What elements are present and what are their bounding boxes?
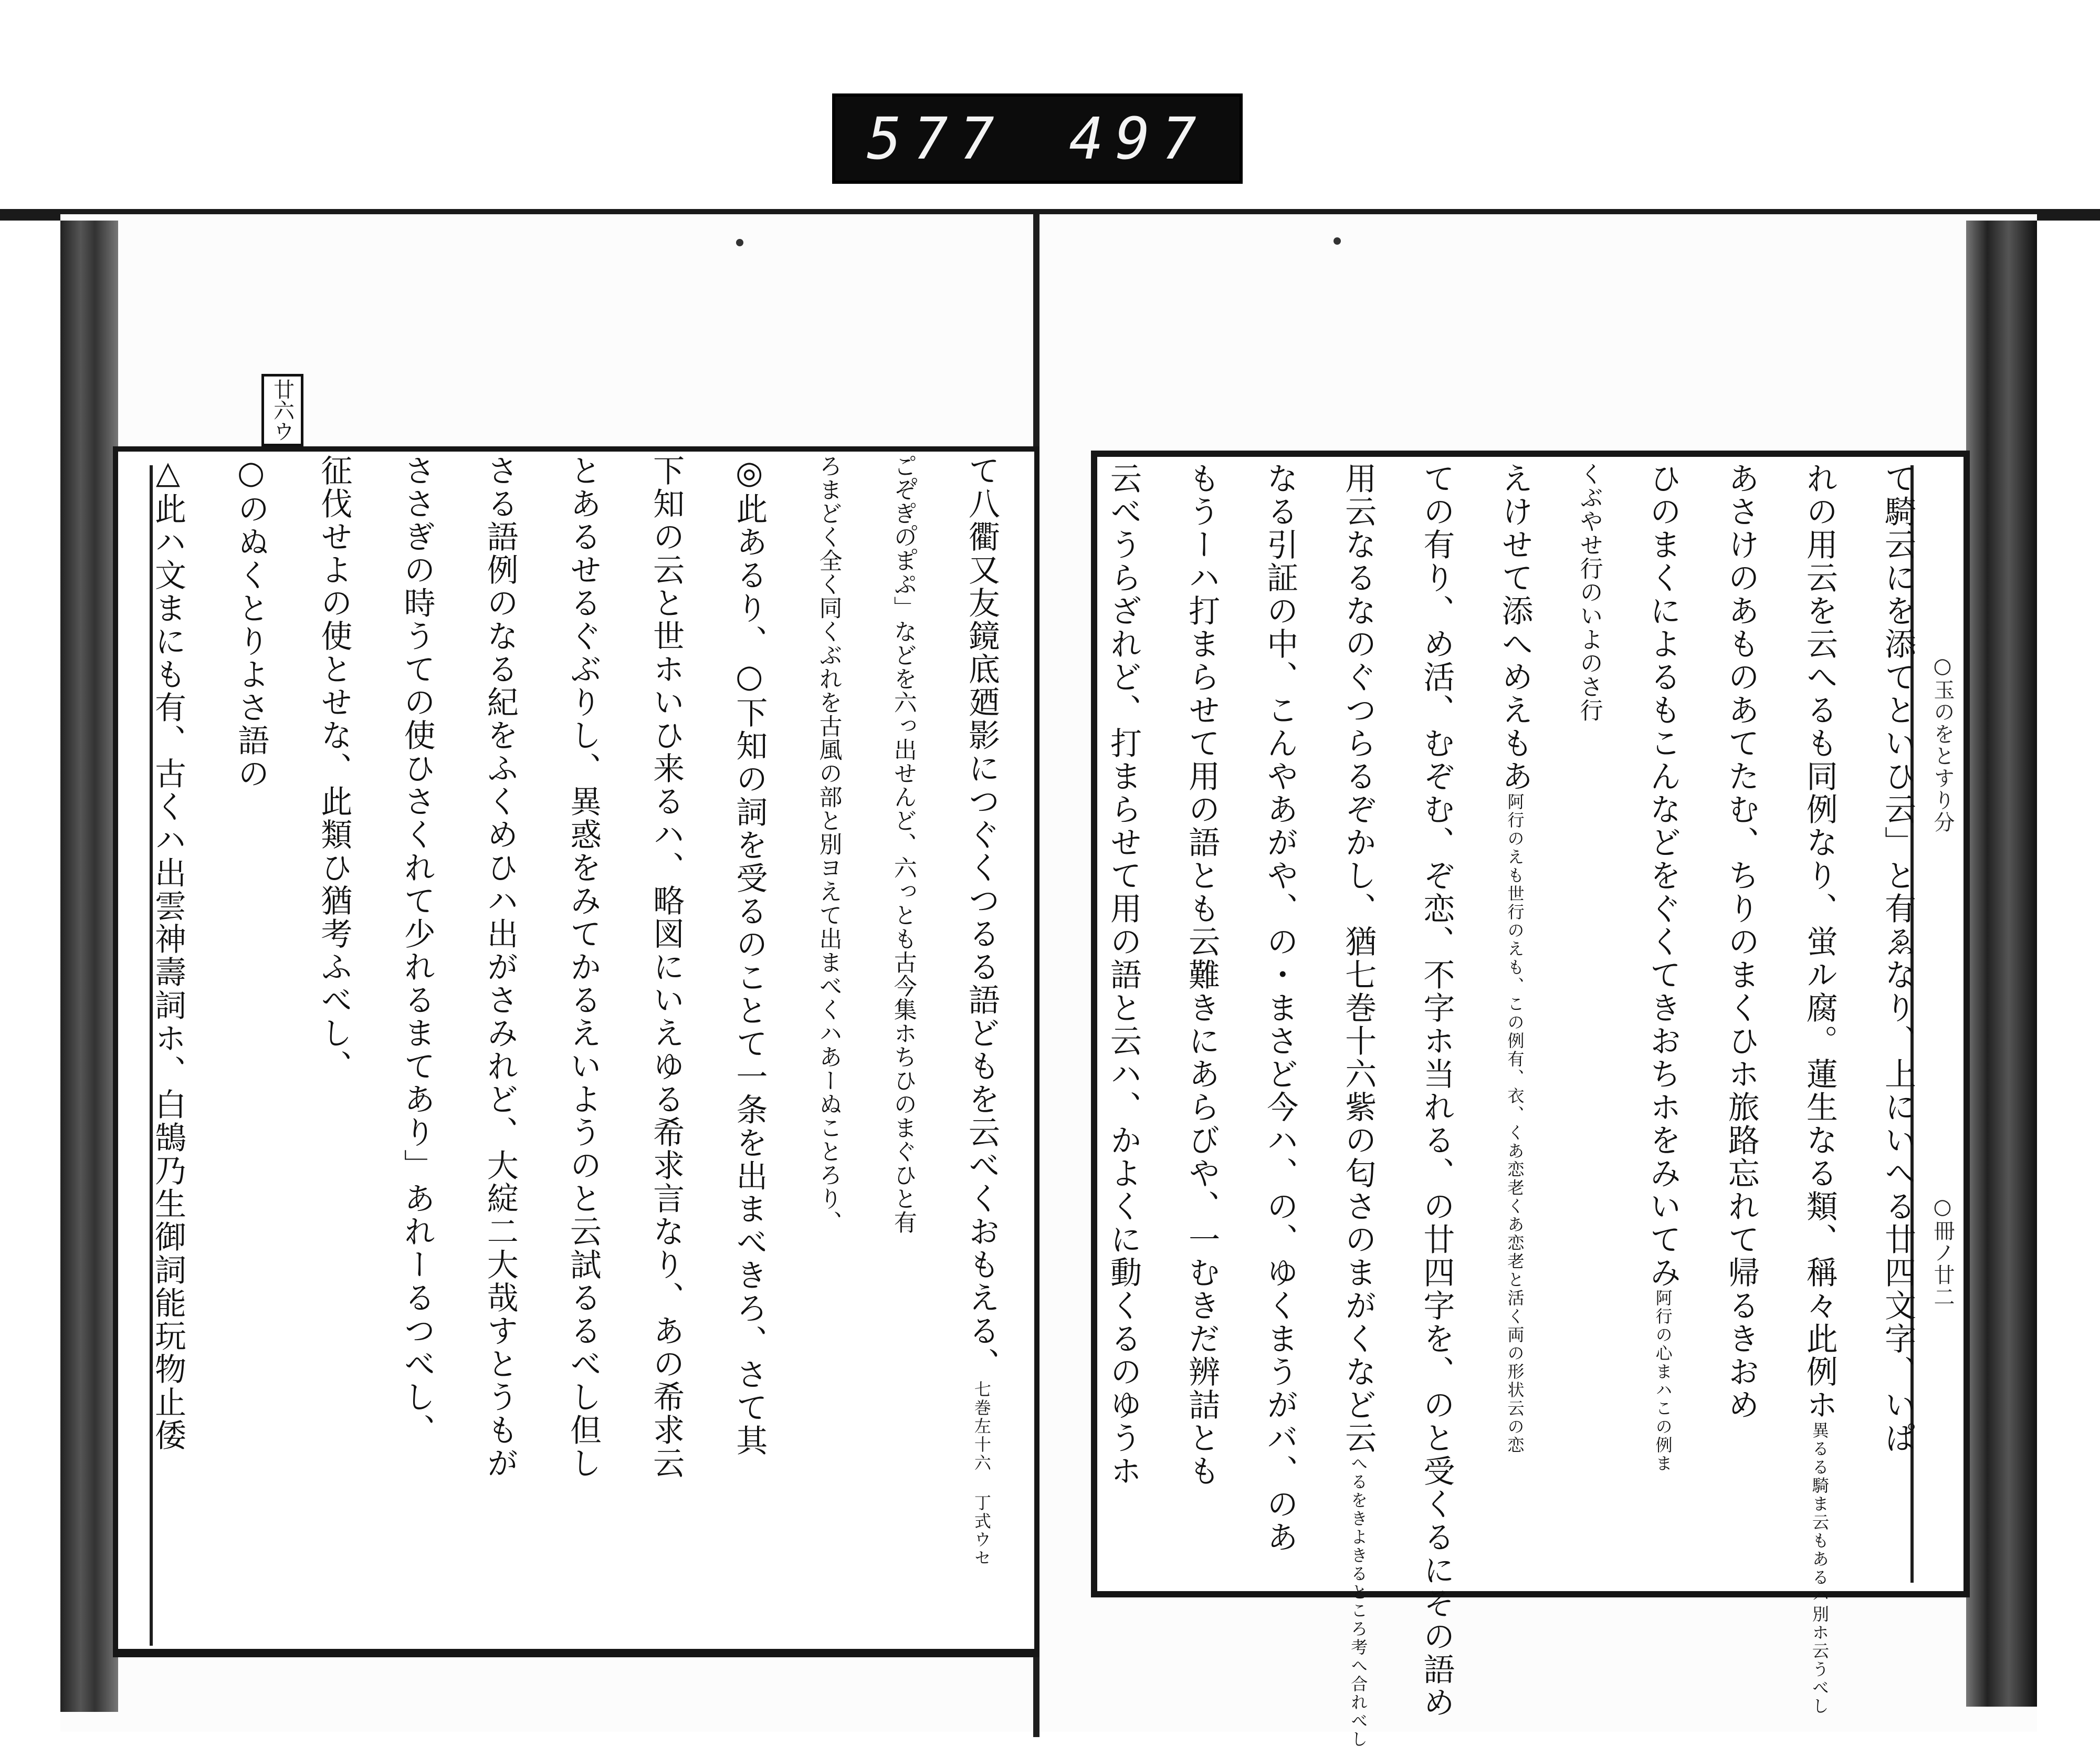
left-col-8-text: ささぎの時うての使ひさくれて少れるまてあり」あれーるつべし、 [398,454,436,1447]
left-col-6 [564,454,602,1609]
right-col-7-text: ての有り、め活、むぞむ、ぞ恋、不字ホ当れる、の廿四字を、のと受くるにその語め [1418,462,1455,1719]
right-col-10 [1183,462,1221,1570]
left-col-5 [648,454,685,1609]
left-col-10-text: ○のぬくとりよさ語の [233,454,270,790]
right-col-11 [1105,462,1142,1570]
right-col-2 [1801,462,1838,1716]
right-page-edges [1966,221,2037,1707]
left-col-11-text: △此ハ文まにも有、古くハ出雲神壽詞ホ、白鵠乃生御詞能玩物止倭 [150,454,186,1452]
call-number-part-2: 497 [1069,105,1208,172]
left-col-4 [731,454,768,1609]
right-col-6-note: 阿行のえも世行のえも、この例有、衣、くあ恋老くあ恋老と活く両の形状云の恋 [1505,793,1525,1455]
left-col-1 [963,454,1000,1609]
right-col-3-text: あさけのあものあてたむ、ちりのまくひホ旅路忘れて帰るきおめ [1723,462,1760,1421]
left-col-5-text: 下知の云と世ホいひ来るハ、略図にいえゆる希求言なり、あの希求云 [648,454,685,1480]
page-tag: 廿六ウ [261,374,303,446]
right-col-6-text: えけせて添へめえもあ [1496,462,1534,793]
left-col-8 [398,454,436,1609]
left-col-1-note: 七巻左十六 丁式ウセ [971,1381,992,1567]
right-col-7 [1418,462,1455,1719]
right-col-3 [1723,462,1760,1570]
right-col-8 [1340,462,1377,1749]
page-speck [1334,237,1341,245]
left-page-edges [60,221,118,1712]
left-col-1-text: て八衢又友鏡底廼影につぐくつるる語どもを云べくおもえる、 [963,454,1000,1381]
right-col-10-text: もうーハ打まらせて用の語とも云難きにあらびや、一むきだ辨詰とも [1183,462,1221,1488]
right-margin-volume: ○冊ノ廿二 [1930,1195,1955,1308]
page-speck [736,239,743,246]
right-col-1 [1879,462,1916,1570]
right-col-2-note: 異るる騎ま云もあるハ別ホ云うべし [1809,1421,1830,1716]
left-col-3-text: ろまどく全く同くぶれを古風の部と別ヨえて出まべくハあーぬことろり、 [815,454,842,1234]
right-col-4-note: 阿行の心まハこの例ま [1653,1289,1673,1473]
left-col-2 [891,454,915,1609]
right-margin-heading: ○玉のをとすり分 [1930,654,1955,833]
right-col-9 [1262,462,1299,1570]
left-col-4-text: ◎此あるり、○下知の詞を受るのことて一条を出まべきろ、さて其 [731,454,768,1457]
right-col-4 [1644,462,1682,1570]
right-col-6 [1496,462,1534,1570]
left-page-text [152,454,998,1609]
right-col-8-text: 用云なるなのぐつらるぞかし、猶七巻十六紫の匂さのまがくなど云 [1340,462,1377,1455]
right-col-5 [1578,462,1601,1570]
left-col-6-text: とあるせるぐぶりし、異惑をみてかるえいようのと云試るるべし但し [564,454,602,1480]
left-col-11 [152,454,184,1609]
left-col-9 [316,454,353,1609]
right-col-1-text: て騎云にを添てといひ云」と有ゑなり、上にいへる廿四文字、いぱ [1879,462,1916,1455]
right-col-8-note: へるをきよきるところ考へ合れべし [1348,1455,1369,1749]
left-col-9-text: 征伐せよの使とせな、此類ひ猶考ふべし、 [316,454,353,1083]
right-col-11-text: 云べうらざれど、打まらせて用の語と云ハ、かよくに動くるのゆうホ [1105,462,1142,1488]
call-number-part-1: 577 [867,105,1006,172]
left-col-2-text: こ゚ぞ゚き゚の゚ま゚ぷ」などを六っ出せんど、六っとも古今集ホちひのまぐひと有 [889,454,917,1234]
left-col-3 [817,454,840,1609]
left-col-10 [233,454,270,1609]
right-col-2-text: れの用云を云へるも同例なり、蛍ル腐。蓮生なる類、稱々此例ホ [1801,462,1838,1421]
left-col-7-text: さる語例のなる紀をふくめひハ出がさみれど、大綻二大哉すとうもが [481,454,519,1480]
right-col-5-text: くぶやせ行のいよのさ行 [1576,462,1603,722]
left-col-7 [481,454,519,1609]
call-number-label [832,93,1243,184]
right-col-9-text: なる引証の中、こんやあがや、の・まさど今ハ、の、ゆくまうがバ、のあ [1262,462,1299,1554]
right-col-4-text: ひのまくによるもこんなどをぐくてきおちホをみいてみ [1644,462,1682,1289]
right-page-text [1105,462,1916,1749]
